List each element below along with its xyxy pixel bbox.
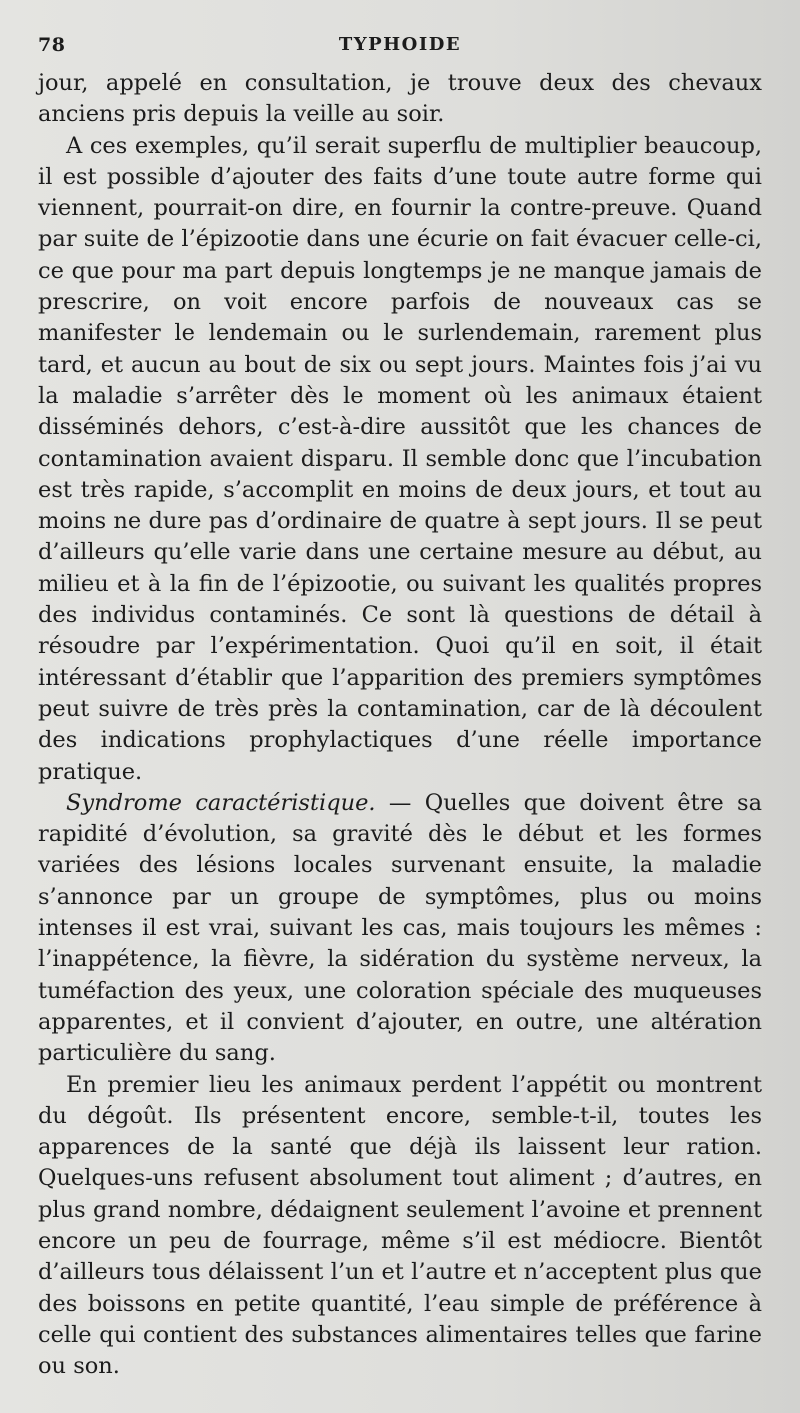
paragraph-text: — Quelles que doivent être sa rapidité d’évolution, sa gravité dès le début et les formes variées des lésions locales survenant ensuite, la maladie s’annonce par un groupe de symptômes, plus ou moins intenses il est vrai, suivant les cas, mais toujours les mêmes : l’inappétence, la fièvre, la sidération du système nerveux, la tuméfaction des yeux, une coloration spéciale des muqueuses apparentes, et il convient d’ajouter, en outre, une altération particulière du sang.	[38, 789, 762, 1067]
paragraph-continuation	[38, 68, 762, 131]
running-title: TYPHOIDE	[338, 34, 462, 55]
paragraph-text: En premier lieu les animaux perdent l’appétit ou montrent du dégoût. Ils présentent encore, semble-t-il, toutes les apparences de la santé que déjà ils laissent leur ration. Quelques-uns refusent absolument tout aliment ; d’autres, en plus grand nombre, dédaignent seulement l’avoine et prennent encore un peu de fourrage, même s’il est médiocre. Bientôt d’ailleurs tous délaissent l’un et l’autre et n’acceptent plus que des boissons en petite quantité, l’eau simple de préférence à celle qui contient des substances alimentaires telles que farine ou son.	[38, 1071, 762, 1380]
paragraph-incubation	[38, 131, 762, 788]
paragraph-syndrome	[38, 788, 762, 1070]
body-text	[38, 68, 762, 1382]
section-heading: Syndrome caractéristique.	[66, 789, 376, 816]
paragraph-appetite	[38, 1070, 762, 1383]
page-header	[38, 30, 762, 60]
paragraph-text: A ces exemples, qu’il serait superflu de multiplier beaucoup, il est possible d’ajouter des faits d’une toute autre forme qui viennent, pourrait-on dire, en fournir la contre-preuve. Quand par suite de l’épizootie dans une écurie on fait évacuer celle-ci, ce que pour ma part depuis longtemps je ne manque jamais de prescrire, on voit encore parfois de nouveaux cas se manifester le lendemain ou le surlendemain, rarement plus tard, et aucun au bout de six ou sept jours. Maintes fois j’ai vu la maladie s’arrêter dès le moment où les animaux étaient disséminés dehors, c’est-à-dire aussitôt que les chances de contamination avaient disparu. Il semble donc que l’incubation est très rapide, s’accomplit en moins de deux jours, et tout au moins ne dure pas d’ordinaire de quatre à sept jours. Il se peut d’ailleurs qu’elle varie dans une certaine mesure au début, au milieu et à la fin de l’épizootie, ou suivant les qualités propres des individus contaminés. Ce sont là questions de détail à résoudre par l’expérimentation. Quoi qu’il en soit, il était intéressant d’établir que l’apparition des premiers symptômes peut suivre de très près la contamination, car de là découlent des indications prophylactiques d’une réelle importance pratique.	[38, 132, 762, 785]
page-number: 78	[38, 34, 66, 56]
paragraph-text: jour, appelé en consultation, je trouve deux des chevaux anciens pris depuis la veille au soir.	[38, 70, 762, 128]
